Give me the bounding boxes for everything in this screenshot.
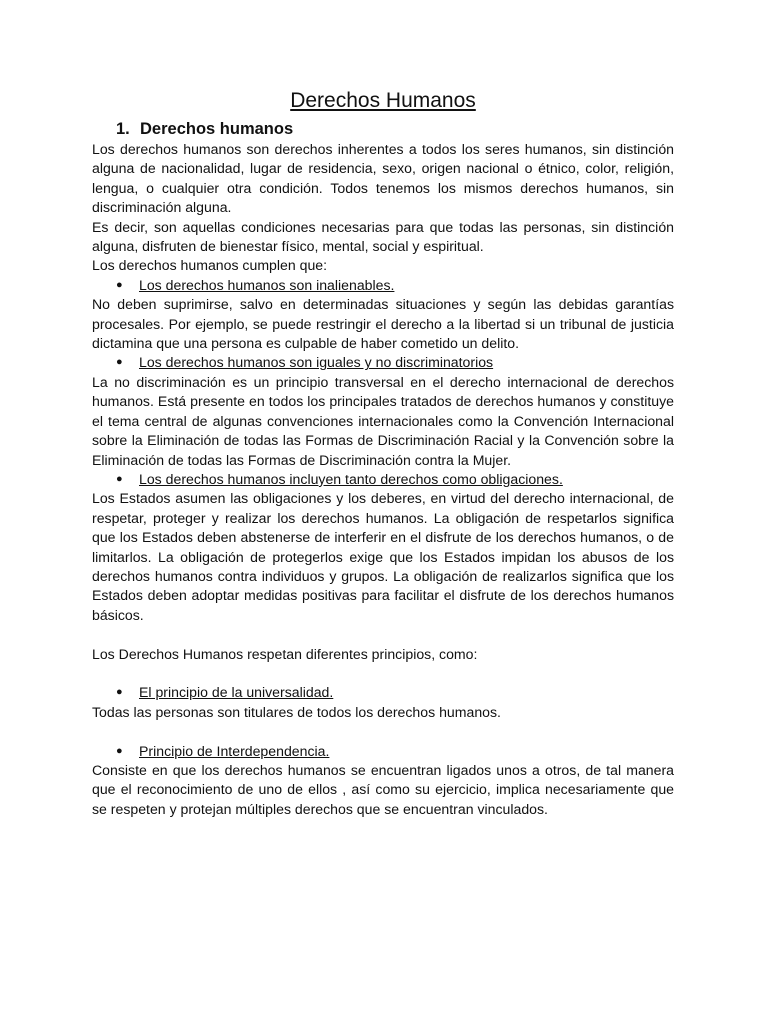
- bullet-item-inalienables: [116, 276, 674, 295]
- bullet-icon: ●: [116, 686, 123, 699]
- bullet-text: Principio de Interdependencia.: [139, 742, 330, 759]
- cumplen-paragraph: Los derechos humanos cumplen que:: [92, 257, 328, 274]
- intro-paragraph: Los derechos humanos son derechos inherentes a todos los seres humanos, sin distinción alguna de nacionalidad, lugar de residencia, sexo, origen nacional o étnico, color, religión, lengua, o cualquier otra condición. Todos tenemos los mismos derechos humanos, sin discriminación alguna.: [92, 141, 674, 216]
- principios-paragraph: Los Derechos Humanos respetan diferentes principios, como:: [92, 645, 478, 662]
- spacer: [92, 722, 674, 741]
- interdependencia-paragraph: Consiste en que los derechos humanos se encuentran ligados unos a otros, de tal manera que el reconocimiento de uno de ellos , así como su ejercicio, implica necesariamente que se respeten y protejan múltiples derechos que se encuentran vinculados.: [92, 761, 674, 817]
- bullet-icon: ●: [116, 744, 123, 757]
- bullet-icon: ●: [116, 472, 123, 485]
- bullet-text: El principio de la universalidad.: [139, 684, 334, 701]
- bullet-text: Los derechos humanos son iguales y no discriminatorios: [139, 354, 494, 371]
- bullet-icon: ●: [116, 278, 123, 291]
- spacer: [92, 664, 674, 683]
- document-page: [92, 84, 674, 819]
- universalidad-paragraph: Todas las personas son titulares de todos los derechos humanos.: [92, 703, 501, 720]
- bullet-text: Los derechos humanos son inalienables.: [139, 276, 395, 293]
- obligaciones-paragraph: Los Estados asumen las obligaciones y los deberes, en virtud del derecho internacional, de respetar, proteger y realizar los derechos humanos. La obligación de respetarlos significa que los Estados deben abstenerse de interferir en el disfrute de los derechos humanos, o de limitarlos. La obligación de protegerlos exige que los Estados impidan los abusos de los derechos humanos contra individuos y grupos. La obligación de realizarlos significa que los Estados deben adoptar medidas positivas para facilitar el disfrute de los derechos humanos básicos.: [92, 490, 674, 623]
- bullet-item-universalidad: [116, 683, 674, 702]
- bullet-item-obligaciones: [116, 470, 674, 489]
- inalienables-paragraph: No deben suprimirse, salvo en determinadas situaciones y según las debidas garantías procesales. Por ejemplo, se puede restringir el derecho a la libertad si un tribunal de justicia dictamina que una persona es culpable de haber cometido un delito.: [92, 296, 674, 352]
- spacer: [92, 625, 674, 644]
- document-title: Derechos Humanos: [290, 89, 476, 112]
- no-discriminacion-paragraph: La no discriminación es un principio transversal en el derecho internacional de derechos humanos. Está presente en todos los principales tratados de derechos humanos y constituye el tema central de algunas convenciones internacionales como la Convención Internacional sobre la Eliminación de todas las Formas de Discriminación Racial y la Convención sobre la Eliminación de todas las Formas de Discriminación contra la Mujer.: [92, 373, 674, 468]
- section-number: 1.: [116, 120, 130, 138]
- bullet-item-interdependencia: [116, 742, 674, 761]
- bullet-icon: ●: [116, 356, 123, 369]
- definition-paragraph: Es decir, son aquellas condiciones necesarias para que todas las personas, sin distinción alguna, disfruten de bienestar físico, mental, social y espiritual.: [92, 218, 674, 255]
- bullet-item-iguales: [116, 353, 674, 372]
- section-heading-text: Derechos humanos: [140, 120, 294, 138]
- bullet-text: Los derechos humanos incluyen tanto derechos como obligaciones.: [139, 470, 563, 487]
- section-heading: [116, 118, 674, 140]
